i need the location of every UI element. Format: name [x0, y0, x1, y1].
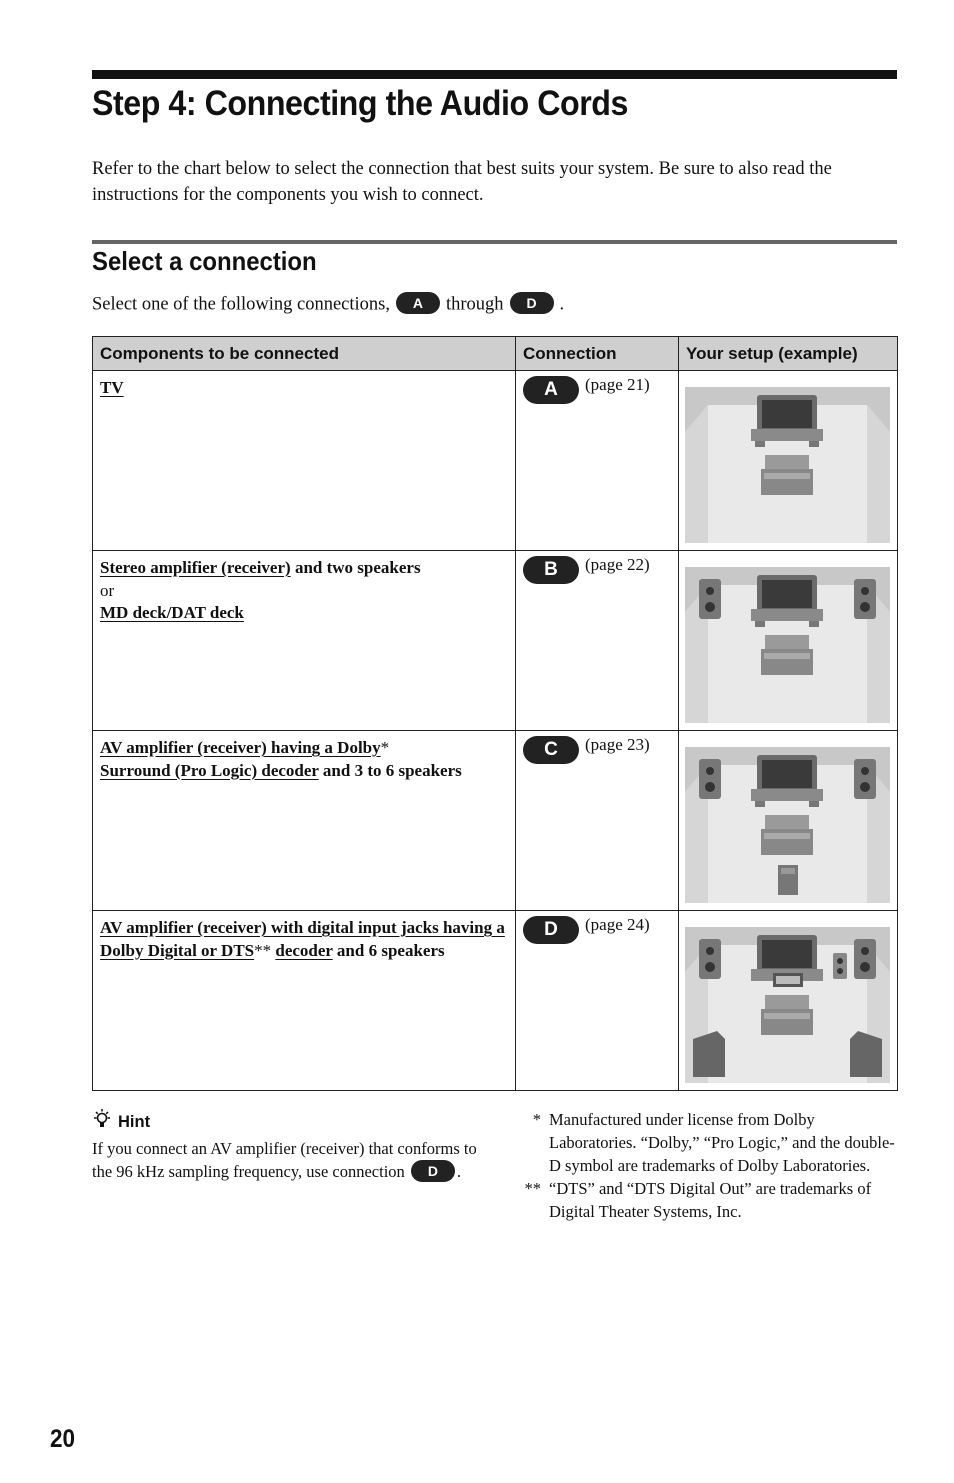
table-row — [93, 731, 898, 911]
footnotes — [508, 1108, 900, 1223]
component-md-deck: MD deck/DAT deck — [100, 603, 244, 622]
hint-badge-d: D — [411, 1160, 455, 1182]
page-reference: (page 24) — [585, 914, 650, 934]
footnote-marker: * — [380, 738, 390, 757]
component-stereo-amplifier: Stereo amplifier (receiver) — [100, 558, 291, 577]
component-text: and two speakers — [294, 558, 421, 577]
select-text: Select one of the following connections, — [92, 294, 390, 315]
component-text: and 3 to 6 speakers — [322, 760, 462, 780]
setup-illustration-stereo — [685, 567, 890, 723]
page-reference: (page 23) — [585, 734, 650, 754]
connection-table — [92, 336, 898, 1091]
connection-cell — [516, 731, 679, 911]
component-text: and 6 speakers — [336, 940, 445, 960]
setup-cell — [679, 371, 898, 551]
setup-cell — [679, 911, 898, 1091]
table-row — [93, 911, 898, 1091]
select-period: . — [559, 294, 565, 315]
hint-box — [92, 1108, 482, 1184]
header-connection: Connection — [516, 337, 679, 371]
setup-cell — [679, 731, 898, 911]
footnote — [508, 1177, 900, 1223]
select-instruction — [92, 294, 564, 316]
hint-header — [92, 1108, 482, 1137]
connection-cell — [516, 551, 679, 731]
setup-cell — [679, 551, 898, 731]
page-reference: (page 21) — [585, 374, 650, 394]
setup-illustration-tv — [685, 387, 890, 543]
lightbulb-icon — [92, 1108, 112, 1137]
connection-badge-c: C — [523, 736, 579, 764]
header-components: Components to be connected — [93, 337, 516, 371]
connection-cell — [516, 911, 679, 1091]
footnote — [508, 1108, 900, 1177]
components-cell — [93, 551, 516, 731]
component-tv: TV — [100, 378, 124, 397]
section-rule — [92, 240, 897, 244]
table-row — [93, 371, 898, 551]
badge-a: A — [396, 292, 440, 314]
connection-badge-a: A — [523, 376, 579, 404]
footnote-text: Manufactured under license from Dolby Laboratories. “Dolby,” “Pro Logic,” and the double-D symbol are trademarks of Dolby Laboratories. — [549, 1110, 895, 1175]
page-reference: (page 22) — [585, 554, 650, 574]
page-title: Step 4: Connecting the Audio Cords — [92, 84, 628, 123]
table-row — [93, 551, 898, 731]
header-setup: Your setup (example) — [679, 337, 898, 371]
hint-period: . — [456, 1162, 462, 1181]
page-number: 20 — [50, 1425, 76, 1453]
components-cell — [93, 731, 516, 911]
setup-illustration-surround — [685, 747, 890, 903]
hint-text — [92, 1137, 482, 1184]
connection-badge-b: B — [523, 556, 579, 584]
components-cell — [93, 371, 516, 551]
component-or: or — [100, 580, 115, 600]
select-through-text: through — [445, 294, 504, 315]
title-rule — [92, 70, 897, 79]
footnote-mark: * — [532, 1110, 541, 1129]
components-cell — [93, 911, 516, 1091]
component-surround-decoder: Surround (Pro Logic) decoder — [100, 760, 319, 780]
table-header-row — [93, 337, 898, 371]
hint-body: If you connect an AV amplifier (receiver) that conforms to the 96 kHz sampling frequency, use connection — [92, 1139, 477, 1181]
footnote-text: “DTS” and “DTS Digital Out” are trademarks of Digital Theater Systems, Inc. — [549, 1179, 872, 1221]
hint-title: Hint — [118, 1113, 151, 1131]
badge-d: D — [510, 292, 554, 314]
intro-paragraph: Refer to the chart below to select the connection that best suits your system. Be sure to also read the instructions for the components you wish to connect. — [92, 159, 832, 205]
component-av-amplifier-digital: AV amplifier (receiver) with digital input jacks having a Dolby Digital or DTS — [100, 918, 505, 960]
component-av-amplifier-dolby: AV amplifier (receiver) having a Dolby — [100, 738, 381, 757]
setup-illustration-digital — [685, 927, 890, 1083]
component-decoder: decoder — [275, 940, 333, 960]
connection-cell — [516, 371, 679, 551]
connection-badge-d: D — [523, 916, 579, 944]
section-title: Select a connection — [92, 246, 317, 276]
footnote-marker: ** — [254, 940, 272, 960]
footnote-mark: ** — [524, 1179, 541, 1198]
